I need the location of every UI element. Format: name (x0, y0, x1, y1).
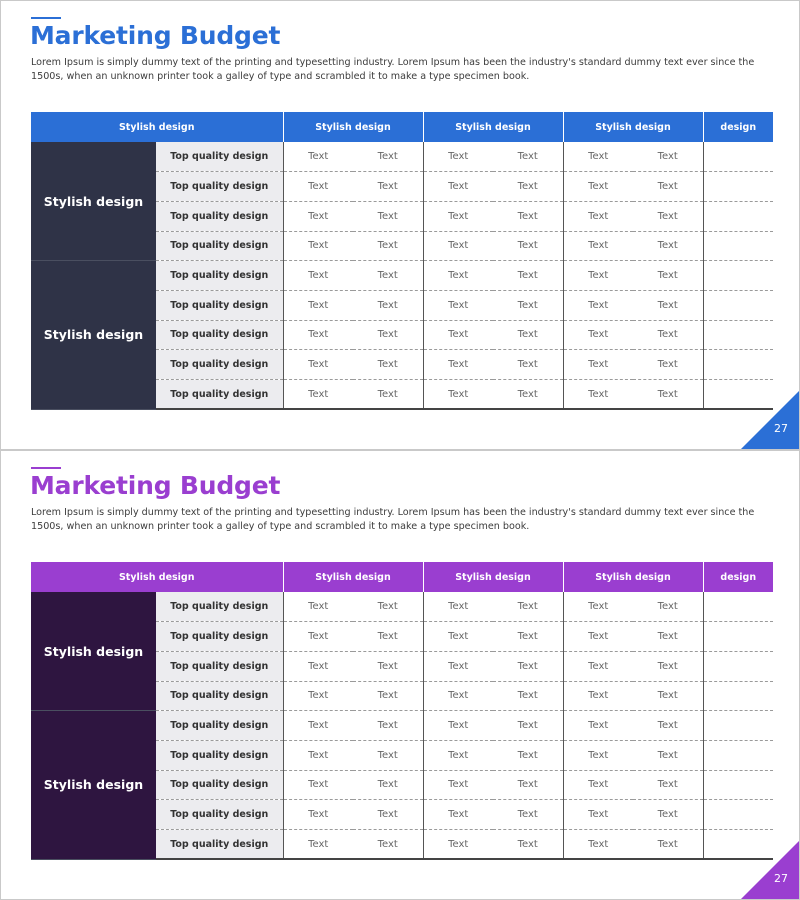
table-cell: Text (493, 320, 563, 350)
table-row (31, 142, 773, 172)
table-cell: Text (633, 651, 703, 681)
table-cell: Text (633, 290, 703, 320)
row-label: Top quality design (156, 681, 283, 711)
row-label: Top quality design (156, 231, 283, 261)
table-cell: Text (423, 830, 493, 860)
table-cell: Text (423, 350, 493, 380)
table-cell: Text (493, 172, 563, 202)
table-cell: Text (633, 231, 703, 261)
title-accent-rule (31, 17, 61, 19)
table-cell: Text (283, 800, 353, 830)
row-label: Top quality design (156, 711, 283, 741)
column-header: Stylish design (563, 112, 703, 142)
table-cell: Text (423, 290, 493, 320)
table-cell (703, 320, 773, 350)
table-cell: Text (563, 201, 633, 231)
table-cell (703, 290, 773, 320)
corner-triangle (741, 391, 799, 449)
table-cell: Text (563, 711, 633, 741)
table-cell (703, 201, 773, 231)
table-cell: Text (353, 261, 423, 291)
table-cell: Text (493, 770, 563, 800)
table-cell: Text (563, 740, 633, 770)
row-label: Top quality design (156, 201, 283, 231)
row-label: Top quality design (156, 261, 283, 291)
table-cell: Text (353, 770, 423, 800)
table-cell: Text (633, 142, 703, 172)
table-cell (703, 681, 773, 711)
row-label: Top quality design (156, 290, 283, 320)
table-cell: Text (423, 142, 493, 172)
table-cell: Text (633, 201, 703, 231)
table-cell: Text (283, 830, 353, 860)
slide-title: Marketing Budget (30, 21, 281, 50)
table-cell: Text (633, 350, 703, 380)
table-cell: Text (283, 711, 353, 741)
row-label: Top quality design (156, 622, 283, 652)
table-cell: Text (283, 320, 353, 350)
table-cell: Text (563, 320, 633, 350)
table-cell: Text (423, 592, 493, 622)
table-cell: Text (563, 290, 633, 320)
table-cell (703, 592, 773, 622)
group-label: Stylish design (31, 142, 156, 261)
table-cell: Text (633, 800, 703, 830)
table-row (31, 592, 773, 622)
table-cell: Text (423, 320, 493, 350)
table-cell: Text (283, 261, 353, 291)
table-cell: Text (493, 142, 563, 172)
table-cell (703, 231, 773, 261)
table-cell: Text (493, 800, 563, 830)
table-cell: Text (493, 201, 563, 231)
table-cell: Text (563, 142, 633, 172)
table-cell: Text (283, 231, 353, 261)
table-cell: Text (493, 380, 563, 410)
row-label: Top quality design (156, 740, 283, 770)
table-cell: Text (563, 592, 633, 622)
table-cell: Text (633, 320, 703, 350)
table-cell: Text (423, 201, 493, 231)
row-label: Top quality design (156, 380, 283, 410)
table-cell: Text (423, 380, 493, 410)
table-cell: Text (563, 651, 633, 681)
table-cell: Text (353, 592, 423, 622)
table-cell: Text (493, 740, 563, 770)
group-label: Stylish design (31, 592, 156, 711)
table-cell (703, 142, 773, 172)
slide-description: Lorem Ipsum is simply dummy text of the printing and typesetting industry. Lorem Ipsum has been the industry's standard dummy text ever since the 1500s, when an unknown printer took a galley of type and scrambled it to make a type specimen book. (31, 57, 755, 82)
table-cell: Text (633, 681, 703, 711)
table-cell: Text (423, 261, 493, 291)
table-cell (703, 261, 773, 291)
table-cell: Text (633, 380, 703, 410)
slide-purple (0, 450, 800, 900)
table-cell: Text (563, 770, 633, 800)
table-cell: Text (423, 681, 493, 711)
table-cell: Text (493, 231, 563, 261)
table-cell: Text (563, 681, 633, 711)
table-cell: Text (353, 651, 423, 681)
table-cell: Text (633, 261, 703, 291)
table-cell: Text (493, 350, 563, 380)
table-cell (703, 350, 773, 380)
table-cell: Text (493, 651, 563, 681)
row-label: Top quality design (156, 800, 283, 830)
table-cell: Text (493, 261, 563, 291)
table-cell: Text (493, 830, 563, 860)
table-cell: Text (423, 711, 493, 741)
group-label: Stylish design (31, 711, 156, 859)
table-cell: Text (283, 592, 353, 622)
table-cell: Text (423, 770, 493, 800)
table-cell: Text (283, 172, 353, 202)
table-cell: Text (353, 711, 423, 741)
table-cell: Text (633, 592, 703, 622)
table-cell: Text (353, 290, 423, 320)
table-cell: Text (633, 740, 703, 770)
table-cell: Text (353, 800, 423, 830)
column-header: Stylish design (31, 112, 283, 142)
table-cell: Text (563, 830, 633, 860)
column-header: Stylish design (283, 112, 423, 142)
table-cell: Text (353, 380, 423, 410)
group-label: Stylish design (31, 261, 156, 409)
table-cell (703, 711, 773, 741)
table-cell: Text (353, 142, 423, 172)
table-cell: Text (493, 592, 563, 622)
column-header: design (703, 562, 773, 592)
table-cell: Text (283, 770, 353, 800)
column-header: Stylish design (563, 562, 703, 592)
column-header: Stylish design (283, 562, 423, 592)
table-cell: Text (353, 681, 423, 711)
table-cell: Text (563, 172, 633, 202)
table-cell: Text (353, 201, 423, 231)
corner-triangle (741, 841, 799, 899)
table-cell: Text (423, 651, 493, 681)
table-cell: Text (283, 290, 353, 320)
table-cell: Text (283, 380, 353, 410)
column-header: Stylish design (31, 562, 283, 592)
table-cell: Text (353, 350, 423, 380)
table-cell: Text (633, 830, 703, 860)
table-cell: Text (283, 740, 353, 770)
table-cell (703, 651, 773, 681)
page-number: 27 (774, 422, 788, 435)
row-label: Top quality design (156, 830, 283, 860)
budget-table (31, 112, 773, 410)
table-cell: Text (493, 681, 563, 711)
column-header: Stylish design (423, 112, 563, 142)
table-cell (703, 622, 773, 652)
table-cell: Text (563, 380, 633, 410)
slide-description: Lorem Ipsum is simply dummy text of the printing and typesetting industry. Lorem Ipsum has been the industry's standard dummy text ever since the 1500s, when an unknown printer took a galley of type and scrambled it to make a type specimen book. (31, 507, 755, 532)
table-cell: Text (493, 711, 563, 741)
table-cell: Text (423, 740, 493, 770)
row-label: Top quality design (156, 320, 283, 350)
table-cell: Text (633, 622, 703, 652)
table-cell: Text (283, 651, 353, 681)
page-number: 27 (774, 872, 788, 885)
table-cell (703, 800, 773, 830)
row-label: Top quality design (156, 592, 283, 622)
table-cell (703, 740, 773, 770)
table-cell: Text (423, 800, 493, 830)
table-cell: Text (493, 290, 563, 320)
table-row (31, 711, 773, 741)
table-cell: Text (283, 142, 353, 172)
table-cell: Text (563, 350, 633, 380)
table-cell: Text (353, 231, 423, 261)
header-row (31, 112, 773, 142)
table-cell: Text (493, 622, 563, 652)
table-cell: Text (353, 830, 423, 860)
table-cell: Text (633, 711, 703, 741)
row-label: Top quality design (156, 350, 283, 380)
row-label: Top quality design (156, 142, 283, 172)
table-cell: Text (283, 622, 353, 652)
row-label: Top quality design (156, 770, 283, 800)
table-cell: Text (563, 231, 633, 261)
table-cell: Text (283, 201, 353, 231)
table-cell: Text (563, 622, 633, 652)
table-row (31, 261, 773, 291)
row-label: Top quality design (156, 172, 283, 202)
table-cell: Text (353, 172, 423, 202)
table-cell: Text (563, 261, 633, 291)
table-cell: Text (283, 350, 353, 380)
table-cell: Text (563, 800, 633, 830)
table-cell: Text (353, 622, 423, 652)
row-label: Top quality design (156, 651, 283, 681)
table-cell: Text (633, 172, 703, 202)
slide-title: Marketing Budget (30, 471, 281, 500)
table-cell: Text (423, 231, 493, 261)
table-cell: Text (353, 740, 423, 770)
column-header: Stylish design (423, 562, 563, 592)
budget-table (31, 562, 773, 860)
column-header: design (703, 112, 773, 142)
table-cell: Text (353, 320, 423, 350)
table-cell (703, 172, 773, 202)
title-accent-rule (31, 467, 61, 469)
table-cell: Text (423, 622, 493, 652)
table-cell (703, 770, 773, 800)
table-cell: Text (633, 770, 703, 800)
table-cell: Text (423, 172, 493, 202)
header-row (31, 562, 773, 592)
table-cell: Text (283, 681, 353, 711)
